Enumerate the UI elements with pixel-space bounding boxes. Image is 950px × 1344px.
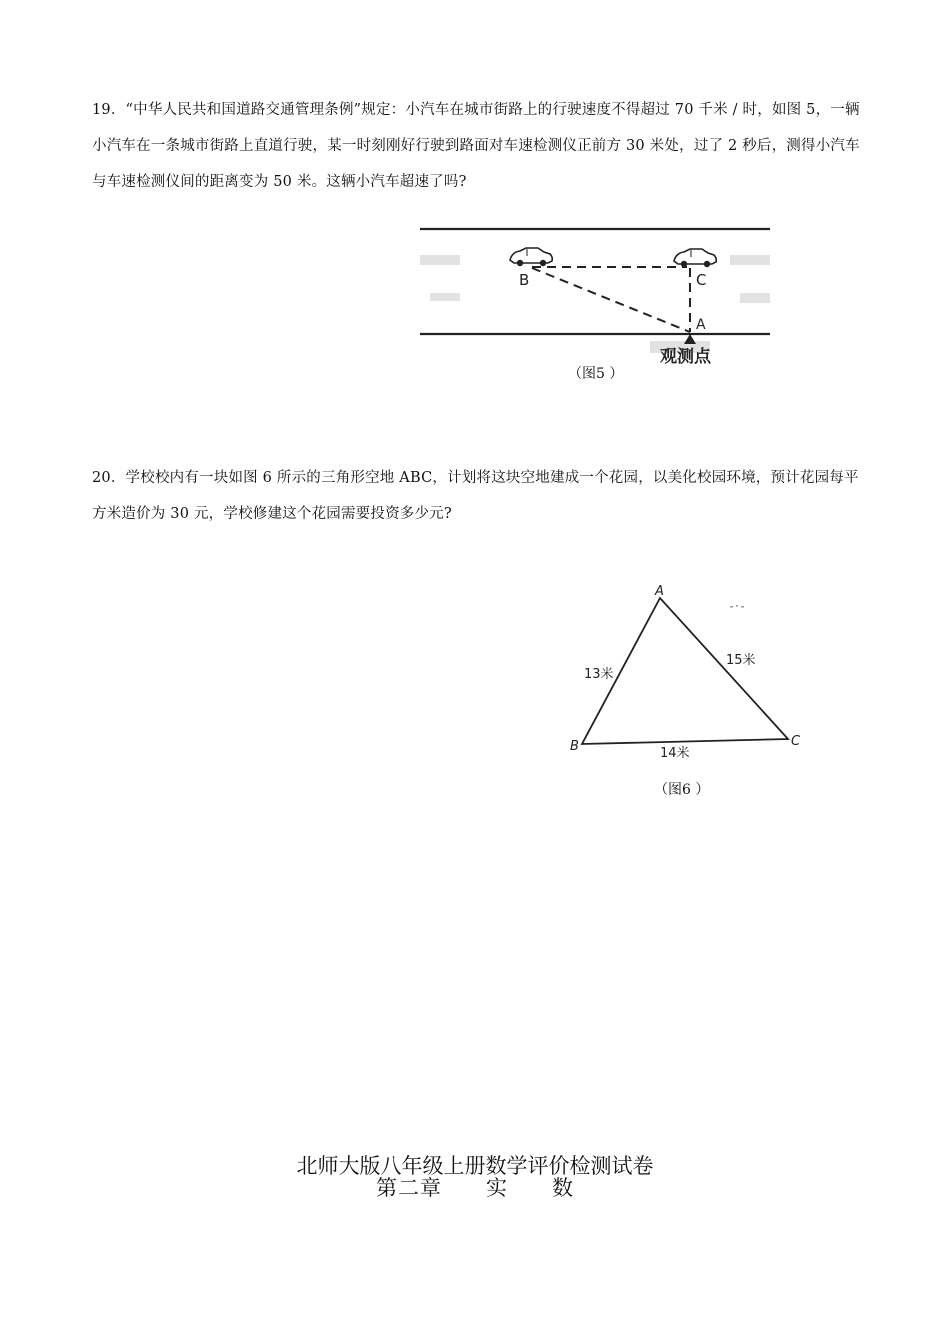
car-b-icon: [510, 248, 552, 266]
vertex-b-label: B: [570, 739, 579, 754]
observation-point-label: 观测点: [660, 347, 711, 367]
scan-speckle: [730, 605, 744, 608]
label-c: C: [696, 271, 707, 289]
segment-ba: [532, 268, 690, 332]
vertex-a-label: A: [655, 584, 664, 599]
question-19-text: 19．“中华人民共和国道路交通管理条例”规定：小汽车在城市街路上的行驶速度不得超过 70 千米 / 时，如图 5，一辆小汽车在一条城市街路上直道行驶，某一时刻刚好行驶到路面对车速检测仪正前方 30 米处，过了 2 秒后，测得小汽车与车速检测仪间的距离变为 50 米。这辆小汽车超速了吗?: [92, 102, 860, 190]
figure-5-caption: （图5 ）: [568, 366, 624, 382]
figure-5-road-diagram: [410, 205, 780, 385]
label-b: B: [519, 271, 530, 289]
figure-6-caption: （图6 ）: [654, 782, 710, 798]
side-bc-label: 14米: [660, 746, 690, 760]
chapter-subtitle: 第二章 实 数: [376, 1176, 574, 1200]
question-20-text: 20．学校校内有一块如图 6 所示的三角形空地 ABC，计划将这块空地建成一个花园，以美化校园环境，预计花园每平方米造价为 30 元，学校修建这个花园需要投资多少元?: [92, 470, 859, 522]
scan-bleed-through: [420, 255, 770, 353]
vertex-c-label: C: [791, 734, 801, 749]
document-title: 北师大版八年级上册数学评价检测试卷: [296, 1154, 654, 1178]
label-a: A: [696, 317, 706, 333]
car-c-icon: [674, 249, 716, 267]
observation-point-marker-icon: [684, 334, 696, 344]
side-ac-label: 15米: [726, 653, 756, 668]
figure-6-triangle: [560, 580, 820, 760]
side-ab-label: 13米: [584, 667, 614, 682]
